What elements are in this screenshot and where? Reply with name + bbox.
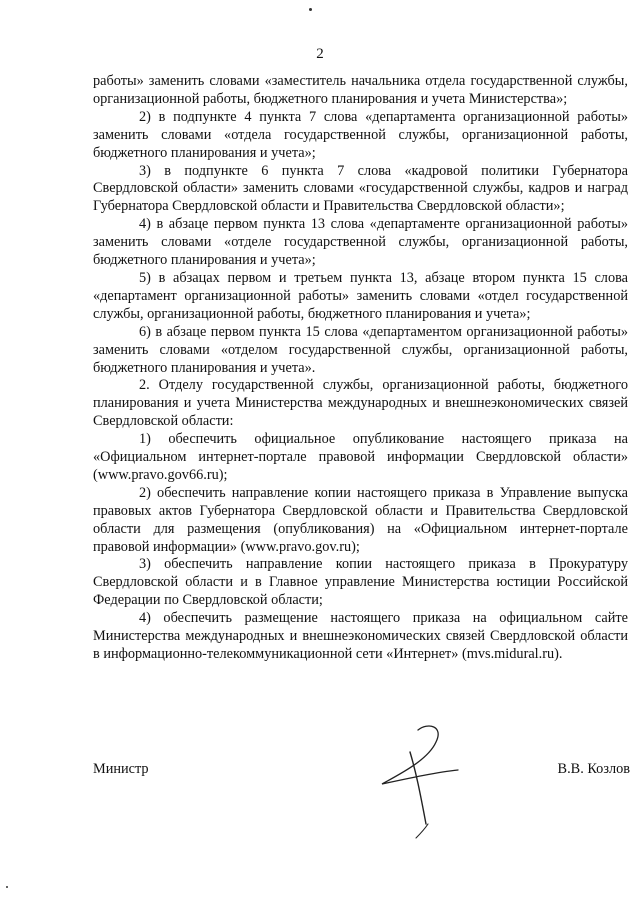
paragraph: 2) обеспечить направление копии настоящего приказа в Управление выпуска правовых актов Губернатора Свердловской области и Правительства Свердловской области для размещения (опубликования) на «Официальном интернет-портале правовой информации» (www.pravo.gov.ru);	[93, 484, 628, 555]
paragraph: 4) в абзаце первом пункта 13 слова «департаменте организационной работы» заменить словами «отделе государственной службы, организационной работы, бюджетного планирования и учета»;	[93, 216, 628, 269]
paragraph: 5) в абзацах первом и третьем пункта 13, абзаце втором пункта 15 слова «департамент организационной работы» заменить словами «отдел государственной службы, организационной работы, бюджетного планирования и учета»;	[93, 269, 628, 322]
paragraph: 3) в подпункте 6 пункта 7 слова «кадровой политики Губернатора Свердловской области» заменить словами «государственной службы, кадров и наград Губернатора Свердловской области и Правительства Свердловской области»;	[93, 162, 628, 215]
paragraph: 3) обеспечить направление копии настоящего приказа в Прокуратуру Свердловской области и в Главное управление Министерства юстиции Российской Федерации по Свердловской области;	[93, 556, 628, 609]
paragraph: 6) в абзаце первом пункта 15 слова «департаментом организационной работы» заменить словами «отделом государственной службы, организационной работы, бюджетного планирования и учета».	[93, 323, 628, 376]
paragraph: 1) обеспечить официальное опубликование настоящего приказа на «Официальном интернет-портале правовой информации Свердловской области» (www.pravo.gov66.ru);	[93, 431, 628, 483]
paragraph: 2. Отделу государственной службы, организационной работы, бюджетного планирования и учета Министерства международных и внешнеэкономических связей Свердловской области:	[93, 377, 628, 430]
document-body	[93, 73, 628, 664]
page-number: 2	[316, 46, 324, 62]
signature-block	[93, 761, 630, 781]
scan-speck	[309, 8, 312, 11]
paragraph: 2) в подпункте 4 пункта 7 слова «департамента организационной работы» заменить словами «отдела государственной службы, организационной работы, бюджетного планирования и учета»;	[93, 108, 628, 161]
position-title: Министр	[93, 761, 149, 777]
scan-speck	[6, 886, 8, 888]
paragraph: работы» заменить словами «заместитель начальника отдела государственной службы, организационной работы, бюджетного планирования и учета Министерства»;	[93, 73, 628, 107]
signer-name: В.В. Козлов	[557, 761, 630, 777]
paragraph: 4) обеспечить размещение настоящего приказа на официальном сайте Министерства международных и внешнеэкономических связей Свердловской области в информационно-телекоммуникационной сети «Интернет» (mvs.midural.ru).	[93, 610, 628, 662]
